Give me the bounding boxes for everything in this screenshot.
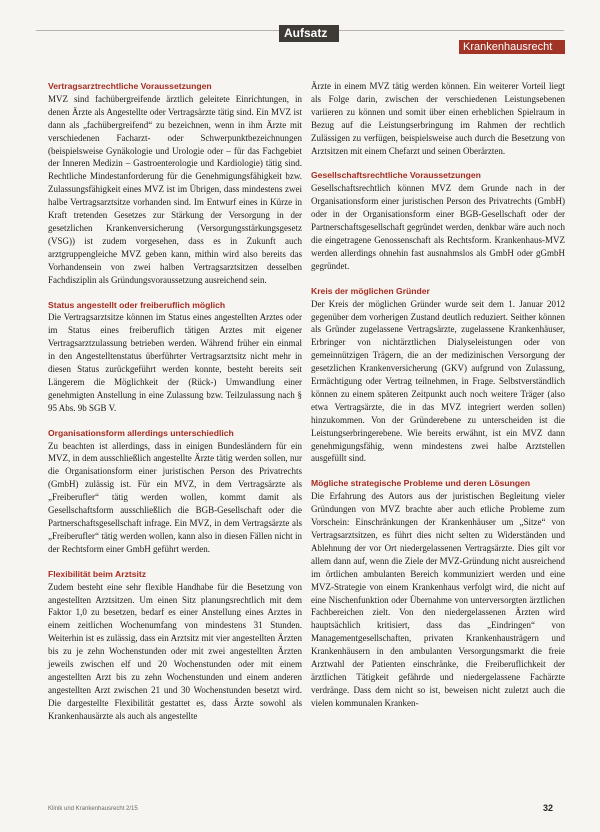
section-heading: Vertragsarztrechtliche Voraussetzungen [48, 81, 212, 91]
section-heading: Gesellschaftsrechtliche Voraussetzungen [311, 170, 481, 181]
section-heading: Organisationsform allerdings unterschiedlich [48, 427, 234, 438]
paragraph: Gesellschaftsrechtlich können MVZ dem Grunde nach in der Organisationsform einer juristischen Person des Privatrechts (GmbH) oder in der Organisationsform einer BGB-Gesellschaft oder der Partnerschaftsgesellschaft gegründet werden, denkbar wäre auch noch die eingetragene Genossenschaft als Rechtsform. Krankenhaus-MVZ werden allerdings ohnehin fast ausnahmslos als GmbH oder gGmbH gegründet. [311, 183, 565, 271]
page-number: 32 [543, 803, 554, 813]
section-heading: Flexibilität beim Arztsitz [48, 568, 147, 579]
paragraph: Die Erfahrung des Autors aus der juristischen Begleitung vieler Gründungen von MVZ brachte aber auch etliche Probleme zum Vorschein: Einschränkungen der Krankenhäuser um „Sitze“ von Vertragsarztsitzen, es führt dies nicht selten zu Widerständen und Ablehnung der vor Ort niedergelassenen Vertragsärzte. Dies gilt vor allem dann auf, wenn die Ziele der MVZ-Gründung nicht ausreichend im örtlichen ambulanten Bereich kommuniziert werden und eine MVZ-Strategie von einem Krankenhaus verfolgt wird, die nicht auf eine Nischenfunktion oder Übernahme von unterversorgten ärztlichen Fachbereichen zielt. Von den niedergelassenen Ärzten wird hauptsächlich kritisiert, dass das „Eindringen“ von Managementgesellschaften, privaten Krankenhausträgern und Krankenhäusern in den ambulanten Versorgungsmarkt die freie Arztwahl der Patienten einschränke, die Freiberuflichkeit der ärztlichen Tätigkeit gefährde und niedergelassene Fachärzte verdränge. Dass dem nicht so ist, beweisen nicht zuletzt auch die vielen kommunalen Kranken- [311, 491, 565, 708]
footer-journal: Klinik und Krankenhausrecht 2/15 [48, 806, 138, 812]
left-column [48, 80, 302, 723]
header-section: Krankenhausrecht [463, 41, 553, 53]
paragraph: Ärzte in einem MVZ tätig werden können. Ein weiterer Vorteil liegt als Folge darin, zwischen der verschiedenen Leistungsebenen variieren zu können und somit über einen erheblichen Spielraum in Bezug auf die Leistungserbringung im Rahmen der rechtlich Zulässigen zu verfügen, beispielsweise auch durch die Besetzung von Arztsitzen mit einem Chefarzt und seinen Oberärzten. [311, 81, 565, 156]
paragraph: Zudem besteht eine sehr flexible Handhabe für die Besetzung von angestellten Arztsitzen. Um einen Sitz planungsrechtlich mit dem Faktor 1,0 zu besetzen, bedarf es einer Anstellung eines Arztes in einem zeitlichen Wochenumfang von mindestens 31 Stunden. Weiterhin ist es zulässig, dass ein Arztsitz mit vier angestellten Ärzten bis zu je zehn Wochenstunden oder mit zwei angestellten Ärzten jeweils zwischen elf und 20 Wochenstunden oder mit einem angestellten Arzt bis zu zehn Wochenstunden und einem anderen angestellten Arzt zwischen 21 und 30 Wochenstunden besetzt wird. Die dargestellte Flexibilität gestattet es, dass Ärzte sowohl als Krankenhausärzte als auch als angestellte [48, 581, 302, 721]
section-heading: Mögliche strategische Probleme und deren Lösungen [311, 478, 531, 489]
section-heading: Kreis der möglichen Gründer [311, 285, 430, 296]
paragraph: Die Vertragsarztsitze können im Status eines angestellten Arztes oder im Status eines freiberuflich tätigen Arztes mit eigener Vertragsarztzulassung betrieben werden. Während früher ein einmal in den Angestelltenstatus überführter Vertragsarztsitz nicht mehr in diesen Status zurückgeführt werden konnte, besteht bereits seit Längerem die Möglichkeit der (Rück-) Umwandlung einer genehmigten Anstellung in eine Zulassung bzw. Teilzulassung nach § 95 Abs. 9b SGB V. [48, 312, 302, 413]
paragraph: Zu beachten ist allerdings, dass in einigen Bundesländern für ein MVZ, in dem ausschließlich angestellte Ärzte tätig werden sollen, nur die Organisationsform einer juristischen Person des Privatrechts (GmbH) zulässig ist. Für ein MVZ, in dem Vertragsärzte als „Freiberufler“ tätig werden wollen, kommt damit als Gesellschaftsform ausschließlich die BGB-Gesellschaft oder die Partnerschaftsgesellschaft infrage. Ein MVZ, in dem Vertragsärzte als „Freiberufler“ tätig werden wollen, kann also in diesen Fällen nicht in der Rechtsform einer GmbH geführt werden. [48, 440, 302, 554]
right-column [311, 80, 565, 710]
paragraph: Der Kreis der möglichen Gründer wurde seit dem 1. Januar 2012 gegenüber dem vorherigen Zustand deutlich reduziert. Seither können als Gründer zugelassene Vertragsärzte, zugelassene Krankenhäuser, Erbringer von nichtärztlichen Dialyseleistungen oder von gemeinnützigen Trägern, die an der medizinischen Versorgung der gesetzlichen Krankenversicherung (GKV) aufgrund von Zulassung, Ermächtigung oder Vertrag teilnehmen, in Frage. Selbstverständlich können zu einem späteren Zeitpunkt auch noch weitere Träger (also etwa Vertragsärzte, die in das MVZ integriert werden sollen) hinzukommen. Von der Gründerebene zu unterscheiden ist die Leistungserbringerebene. Wie bereits erwähnt, ist ein MVZ dann genehmigungsfähig, wenn mindestens zwei halbe Arztstellen ausgefüllt sind. [311, 298, 565, 464]
paragraph: MVZ sind fachübergreifende ärztlich geleitete Einrichtungen, in denen Ärzte als Angestellte oder Vertragsärzte tätig sind. Ein MVZ ist dann als „fachübergreifend“ zu bezeichnen, wenn in ihm Ärzte mit verschiedenen Facharzt- oder Schwerpunktbezeichnungen (beispielsweise Gynäkologie und Urologie oder – für das Fachgebiet der Inneren Medizin – Gastroenterologie und Kardiologie) tätig sind. Rechtliche Mindestanforderung für die Genehmigungsfähigkeit bzw. Zulassungsfähigkeit eines MVZ ist im Übrigen, dass mindestens zwei halbe Vertragsarztsitze vorhanden sind. Im Entwurf eines in Kürze in Kraft tretenden Gesetzes zur Stärkung der Versorgung in der gesetzlichen Krankenversicherung (Versorgungsstärkungsgesetz (VSG)) ist zudem vorgesehen, dass es in Zukunft auch arztgruppengleiche MVZ geben kann, mithin wird also bereits das Vorhandensein von zwei halben Vertragsarztsitzen desselben Fachdisziplin als Gründungsvoraussetzung ausreichend sein. [48, 93, 302, 285]
header-category: Aufsatz [284, 26, 328, 40]
section-heading: Status angestellt oder freiberuflich möglich [48, 299, 226, 310]
